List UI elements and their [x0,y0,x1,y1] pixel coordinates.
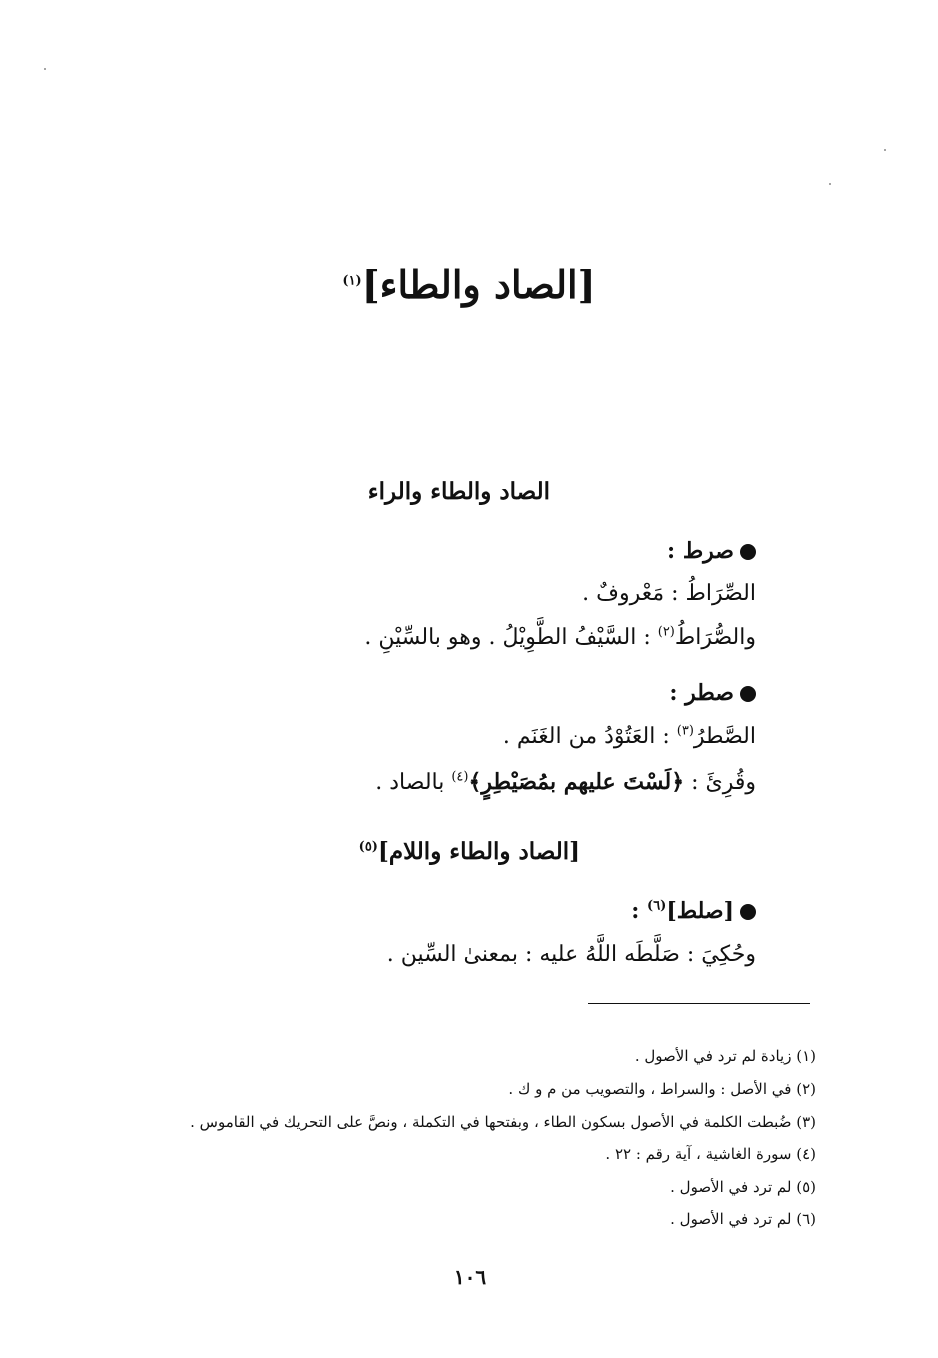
entry-definition-line [387,937,756,973]
footnote-text: (٤) سورة الغاشية ، آية رقم : ٢٢ . [605,1145,816,1163]
footnote-item [635,1042,816,1070]
footnote-text: (٢) في الأصل : والسراط ، والتصويب من م و ك . [508,1080,816,1098]
footnote-ref: (٣) [676,723,694,739]
scan-speck [829,183,831,185]
footnote-text: (٦) لم ترد في الأصول . [670,1210,816,1228]
section-heading-text: الصاد والطاء والراء [367,478,550,505]
section-heading [359,834,580,870]
chapter-title-text: [الصاد والطاء] [361,262,596,307]
entry-root-label: صرط : [667,538,734,564]
section-heading-text: [الصاد والطاء واللام] [377,838,580,865]
bullet-icon [740,686,756,702]
entry-definition-line [503,719,756,755]
footnote-item [670,1205,816,1233]
section-heading-footnote-ref: (٥) [358,839,378,855]
footnote-ref: (٢) [657,624,675,640]
footnote-ref: (٤) [451,769,469,785]
entry-definition-line [582,576,756,612]
definition-text: بالصاد . [375,770,452,795]
entry-root-heading [631,893,756,929]
definition-text: والصُّرَاطُ [674,625,756,650]
bullet-icon [740,904,756,920]
entry-root-label: [صلط] [666,898,734,924]
entry-root-suffix: : [631,898,648,924]
entry-definition-line [375,764,756,801]
definition-text: وقُرِئَ : [684,770,756,795]
footnote-ref: (٦) [647,898,667,914]
page-number-text: ١٠٦ [453,1265,487,1289]
footnote-item [670,1173,816,1201]
footnote-text: (٣) ضُبطت الكلمة في الأصول بسكون الطاء ، وبفتحها في التكملة ، ونصَّ على التحريك في القاموس . [190,1113,816,1131]
definition-text: : العَتُوْدُ من الغَنَم . [502,724,677,749]
entry-root-label: صطر : [669,680,734,706]
definition-text: الصَّطرُ [693,724,756,749]
page-number [400,1263,540,1291]
definition-text: الصِّرَاطُ : مَعْروفٌ . [582,581,756,606]
quran-quote: ﴿لَسْتَ عليهم بمُصَيْطِرٍ﴾ [468,769,685,795]
section-heading [368,474,550,510]
entry-definition-line [364,620,756,656]
bullet-icon [740,544,756,560]
scan-speck [884,149,886,151]
footnote-text: (١) زيادة لم ترد في الأصول . [634,1047,816,1065]
scan-speck [44,68,46,70]
footnote-text: (٥) لم ترد في الأصول . [670,1178,816,1196]
definition-text: : السَّيْفُ الطَّوِيْلُ . وهو بالسِّيْنِ . [364,625,658,650]
footnote-item [605,1140,816,1168]
footnote-item [508,1075,816,1103]
definition-text: وحُكِيَ : صَلَّطَه اللَّهُ عليه : بمعنىٰ السِّين . [386,942,756,967]
entry-root-heading [667,533,756,569]
chapter-title [200,255,738,315]
footnote-divider [588,1003,810,1004]
footnote-item [190,1108,816,1136]
entry-root-heading [669,675,756,711]
chapter-title-footnote-ref: (١) [342,273,362,289]
